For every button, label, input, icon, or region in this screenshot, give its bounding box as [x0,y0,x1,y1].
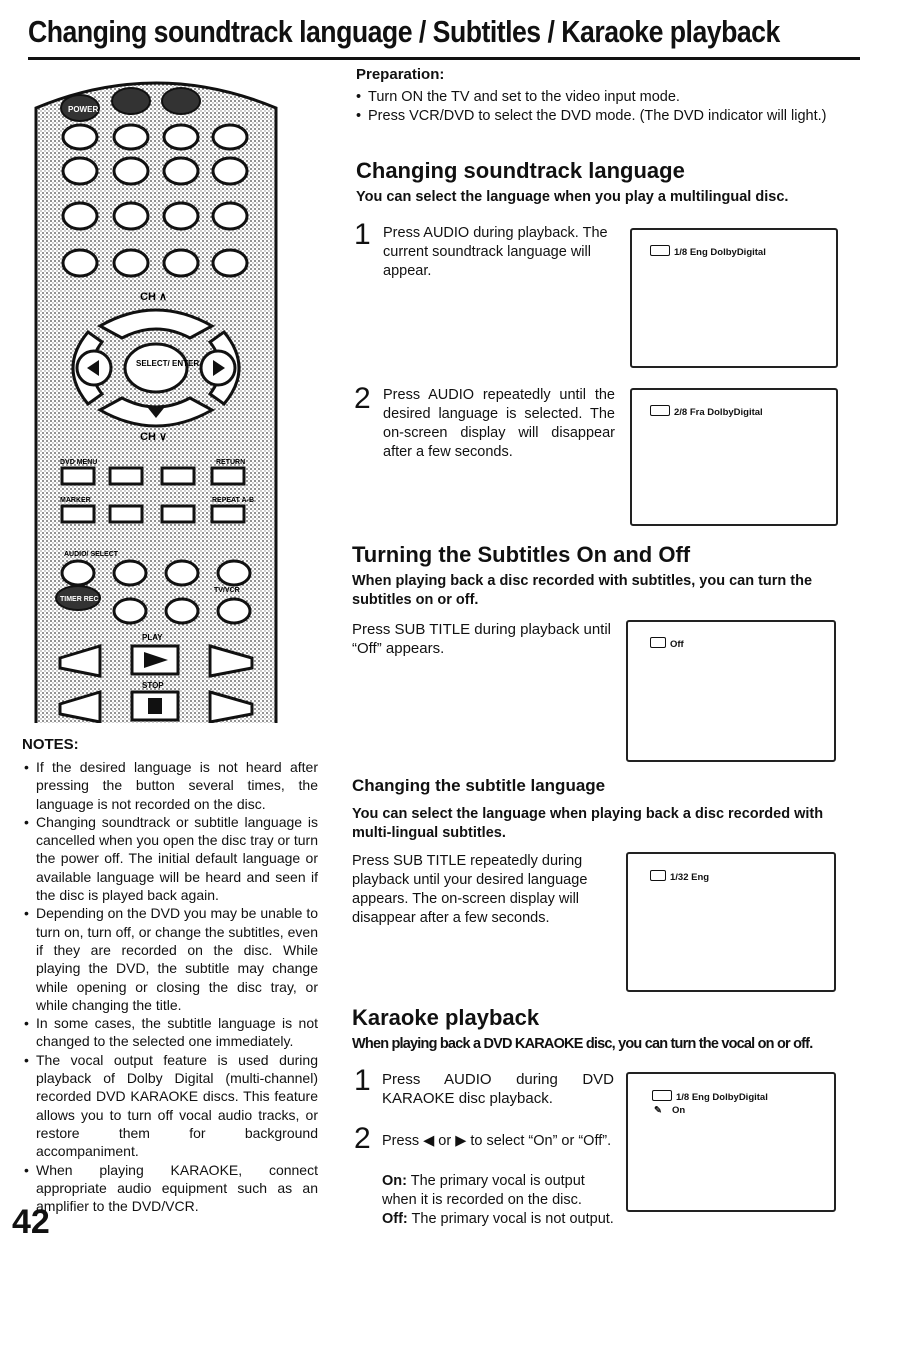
audio-icon [652,1090,672,1101]
tv-vcr-label: TV/VCR [214,587,240,594]
subtitle-icon [650,870,666,881]
repeat-label: REPEAT A-B [212,497,254,504]
osd-text: 1/8 Eng DolbyDigital [676,1092,768,1103]
subtitle-icon [650,637,666,648]
microphone-icon: ✎ [654,1105,662,1116]
step-number: 2 [354,382,371,415]
subtitle-lang-heading: Changing the subtitle language [352,776,606,795]
karaoke-step-1: Press AUDIO during DVD KARAOKE disc playback. [382,1071,614,1107]
timer-rec-label: TIMER REC [60,596,99,603]
karaoke-step-2: Press ◀ or ▶ to select “On” or “Off”. [382,1133,612,1149]
note-item: • Changing soundtrack or subtitle language is cancelled when you open the disc tray or turn the power off. The initial default language or available language will be heard and seen if the disc is played back again. [22,813,318,904]
marker-label: MARKER [60,497,91,504]
soundtrack-heading: Changing soundtrack language [356,158,685,183]
preparation-item: • Press VCR/DVD to select the DVD mode. (The DVD indicator will light.) [356,108,827,124]
subtitles-onoff-step: Press SUB TITLE during playback until “Off” appears. [352,621,612,657]
karaoke-heading: Karaoke playback [352,1005,540,1030]
osd-screen [626,1072,836,1212]
osd-screen [626,620,836,762]
notes-heading: NOTES: [22,736,79,753]
karaoke-intro: When playing back a DVD KARAOKE disc, you can turn the vocal on or off. [352,1036,813,1052]
note-item: • When playing KARAOKE, connect appropriate audio equipment such as an amplifier to the DVD/VCR. [22,1161,318,1216]
step-number: 2 [354,1122,371,1155]
ch-down-label: CH ∨ [140,431,167,443]
audio-icon [650,405,670,416]
step-number: 1 [354,218,371,251]
select-enter-label: SELECT/ ENTER [136,359,200,368]
preparation-heading: Preparation: [356,66,445,83]
return-label: RETURN [216,459,246,466]
osd-screen [630,228,838,368]
karaoke-on-description: On: The primary vocal is output when it is recorded on the disc. [382,1173,585,1208]
ch-up-label: CH ∧ [140,291,167,303]
notes-list [22,758,318,1215]
subtitles-onoff-heading: Turning the Subtitles On and Off [352,542,691,567]
preparation-item: • Turn ON the TV and set to the video input mode. [356,89,680,105]
note-item: • In some cases, the subtitle language is not changed to the selected one immediately. [22,1014,318,1051]
osd-text: 1/32 Eng [670,872,710,883]
audio-select-label: AUDIO/ SELECT [64,551,119,558]
stop-label: STOP [142,681,164,690]
remote-control-illustration [30,68,282,723]
step-number: 1 [354,1064,371,1097]
osd-text: 2/8 Fra DolbyDigital [674,407,763,418]
osd-screen [626,852,836,992]
subtitles-onoff-intro: When playing back a disc recorded with subtitles, you can turn the subtitles on or off. [352,573,813,608]
play-label: PLAY [142,633,163,642]
subtitle-lang-intro: You can select the language when playing back a disc recorded with multi-lingual subtitles. [352,806,824,841]
page-title: Changing soundtrack language / Subtitles / Karaoke playback [28,14,780,49]
preparation-list [356,88,846,126]
osd-text: Off [670,639,684,650]
osd-text: 1/8 Eng DolbyDigital [674,247,766,258]
note-item: • Depending on the DVD you may be unable to turn on, turn off, or change the subtitles, even if they are recorded on the disc. While playing the DVD, the subtitle may change while opening or closing the disc tray, or while changing the title. [22,904,318,1014]
soundtrack-intro: You can select the language when you play a multilingual disc. [356,189,789,205]
title-underline [28,57,860,60]
subtitle-lang-step: Press SUB TITLE repeatedly during playback until your desired language appears. The on-screen display will disappear after a few seconds. [352,853,588,926]
soundtrack-step-2: Press AUDIO repeatedly until the desired language is selected. The on-screen display will disappear after a few seconds. [383,387,615,460]
page-number: 42 [12,1203,50,1241]
soundtrack-step-1: Press AUDIO during playback. The current soundtrack language will appear. [383,225,608,279]
note-item: • The vocal output feature is used during playback of Dolby Digital (multi-channel) recorded DVD KARAOKE discs. This feature allows you to turn off vocal audio tracks, or restore them for background accompaniment. [22,1051,318,1161]
osd-text: On [672,1105,686,1116]
dvd-menu-label: DVD MENU [60,459,98,466]
osd-screen [630,388,838,526]
audio-icon [650,245,670,256]
karaoke-off-description: Off: The primary vocal is not output. [382,1211,614,1227]
note-item: • If the desired language is not heard after pressing the button several times, the language is not recorded on the disc. [22,758,318,813]
power-label: POWER [68,105,99,114]
